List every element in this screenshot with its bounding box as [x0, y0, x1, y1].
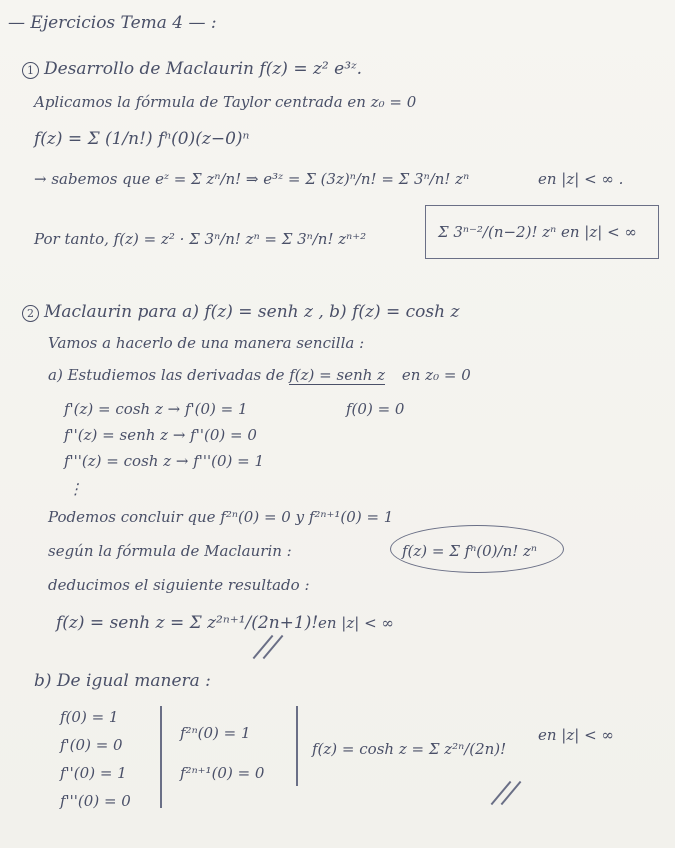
ex1-boxed-result: Σ 3ⁿ⁻²/(n−2)! zⁿ en |z| < ∞	[438, 223, 637, 241]
ex1-line-exp-domain: en |z| < ∞ .	[538, 170, 624, 188]
ex2b-heading: b) De igual manera :	[34, 671, 211, 691]
ex2a-deriv-3: f'''(z) = cosh z → f'''(0) = 1	[64, 452, 265, 470]
ex2b-result: f(z) = cosh z = Σ z²ⁿ/(2n)!	[312, 740, 507, 758]
ex2b-value-0: f(0) = 1	[60, 708, 119, 726]
ex1-line-formula: f(z) = Σ (1/n!) fⁿ(0)(z−0)ⁿ	[34, 129, 250, 149]
ex2a-heading-lead: a) Estudiemos las derivadas de	[48, 366, 285, 384]
ex1-line-taylor: Aplicamos la fórmula de Taylor centrada en z₀ = 0	[34, 93, 417, 111]
ex1-line-result: Por tanto, f(z) = z² · Σ 3ⁿ/n! zⁿ = Σ 3ⁿ/n! zⁿ⁺²	[34, 230, 367, 248]
ex2b-even: f²ⁿ(0) = 1	[180, 724, 251, 742]
ex2a-conclusion: Podemos concluir que f²ⁿ(0) = 0 y f²ⁿ⁺¹(0) = 1	[48, 508, 394, 526]
ex2b-value-1: f'(0) = 0	[60, 736, 123, 754]
ex2a-heading	[48, 366, 471, 384]
exercise-2-heading	[22, 303, 459, 322]
ex2a-dots: ⋮	[68, 480, 83, 498]
ex1-line-exp-series: → sabemos que eᶻ = Σ zⁿ/n! ⇒ e³ᶻ = Σ (3z)ⁿ/n! = Σ 3ⁿ/n! zⁿ	[34, 170, 470, 188]
ex2b-value-2: f''(0) = 1	[60, 764, 127, 782]
ex2a-result-domain: en |z| < ∞	[318, 614, 394, 632]
ex2a-deduce: deducimos el siguiente resultado :	[48, 576, 310, 594]
ex2a-formula-lead: según la fórmula de Maclaurin :	[48, 542, 292, 560]
exercise-2-heading-text: Maclaurin para a) f(z) = senh z , b) f(z) = cosh z	[44, 302, 460, 322]
ex2a-deriv-0: f(0) = 0	[346, 400, 405, 418]
ex2b-domain: en |z| < ∞	[538, 726, 614, 744]
page-title: — Ejercicios Tema 4 — :	[8, 13, 217, 33]
ex2a-deriv-2: f''(z) = senh z → f''(0) = 0	[64, 426, 257, 444]
exercise-2-number: 2	[22, 305, 39, 322]
exercise-1-heading-text: Desarrollo de Maclaurin f(z) = z² e³ᶻ.	[44, 59, 363, 79]
ex2a-result: f(z) = senh z = Σ z²ⁿ⁺¹/(2n+1)!	[56, 613, 319, 633]
ex2b-separator-2	[296, 706, 298, 786]
ex2b-end-mark-2	[501, 781, 522, 805]
ex2b-odd: f²ⁿ⁺¹(0) = 0	[180, 764, 265, 782]
ex2b-separator-1	[160, 706, 162, 808]
exercise-1-heading	[22, 60, 362, 79]
ex2a-function: f(z) = senh z	[289, 366, 386, 384]
ex2a-deriv-1: f'(z) = cosh z → f'(0) = 1	[64, 400, 248, 418]
ex2a-formula: f(z) = Σ fⁿ(0)/n! zⁿ	[402, 542, 538, 560]
ex2b-value-3: f'''(0) = 0	[60, 792, 131, 810]
ex2a-center: en z₀ = 0	[401, 366, 471, 384]
ex2-intro: Vamos a hacerlo de una manera sencilla :	[48, 334, 365, 352]
exercise-1-number: 1	[22, 62, 39, 79]
ex2a-end-mark-2	[263, 635, 284, 659]
